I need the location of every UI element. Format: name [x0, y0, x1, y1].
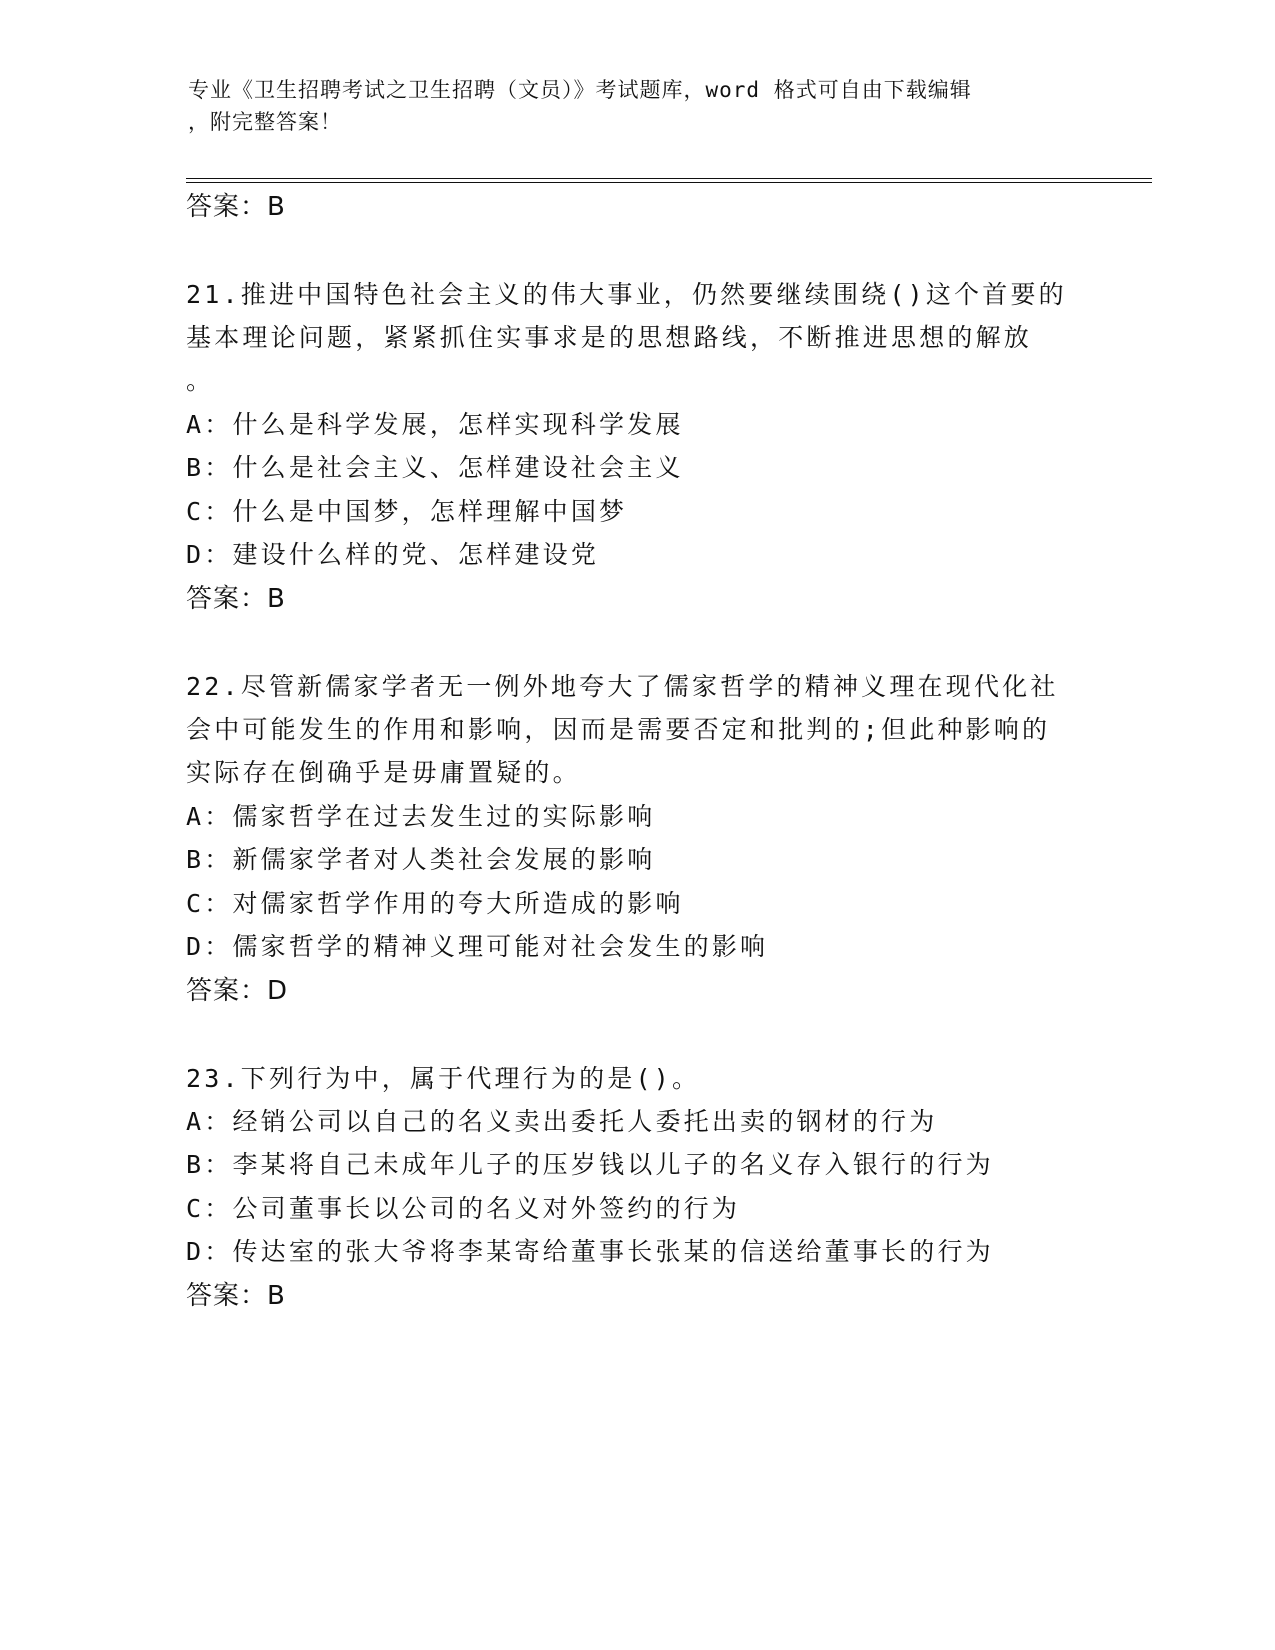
- question-text-line: 22.尽管新儒家学者无一例外地夸大了儒家哲学的精神义理在现代化社: [186, 672, 1059, 701]
- question-text-line: 会中可能发生的作用和影响，因而是需要否定和批判的;但此种影响的: [186, 715, 1051, 744]
- header-divider-bottom: [186, 182, 1152, 183]
- answer: 答案：B: [186, 584, 286, 614]
- option-c: C：公司董事长以公司的名义对外签约的行为: [186, 1194, 741, 1223]
- question-text-line: 实际存在倒确乎是毋庸置疑的。: [186, 758, 581, 787]
- answer: 答案：D: [186, 976, 289, 1006]
- option-a: A：经销公司以自己的名义卖出委托人委托出卖的钢材的行为: [186, 1107, 938, 1136]
- option-d: D：传达室的张大爷将李某寄给董事长张某的信送给董事长的行为: [186, 1237, 994, 1266]
- option-a: A：儒家哲学在过去发生过的实际影响: [186, 802, 656, 831]
- previous-answer: 答案：B: [186, 192, 286, 222]
- question-text-line: 。: [186, 366, 215, 395]
- header-line-1: 专业《卫生招聘考试之卫生招聘（文员）》考试题库，word 格式可自由下载编辑: [188, 78, 972, 102]
- document-header: [188, 74, 1068, 138]
- option-c: C：对儒家哲学作用的夸大所造成的影响: [186, 889, 684, 918]
- question-text-line: 23.下列行为中，属于代理行为的是()。: [186, 1064, 701, 1093]
- header-line-2: ，附完整答案！: [188, 110, 342, 134]
- option-c: C：什么是中国梦，怎样理解中国梦: [186, 497, 628, 526]
- answer: 答案：B: [186, 1281, 286, 1311]
- header-divider-top: [186, 178, 1152, 179]
- question-text-line: 基本理论问题，紧紧抓住实事求是的思想路线，不断推进思想的解放: [186, 323, 1033, 352]
- option-a: A：什么是科学发展，怎样实现科学发展: [186, 410, 684, 439]
- option-d: D：建设什么样的党、怎样建设党: [186, 540, 600, 569]
- option-b: B：什么是社会主义、怎样建设社会主义: [186, 453, 684, 482]
- question-text-line: 21.推进中国特色社会主义的伟大事业，仍然要继续围绕()这个首要的: [186, 280, 1067, 309]
- option-b: B：李某将自己未成年儿子的压岁钱以儿子的名义存入银行的行为: [186, 1150, 994, 1179]
- option-d: D：儒家哲学的精神义理可能对社会发生的影响: [186, 932, 769, 961]
- option-b: B：新儒家学者对人类社会发展的影响: [186, 845, 656, 874]
